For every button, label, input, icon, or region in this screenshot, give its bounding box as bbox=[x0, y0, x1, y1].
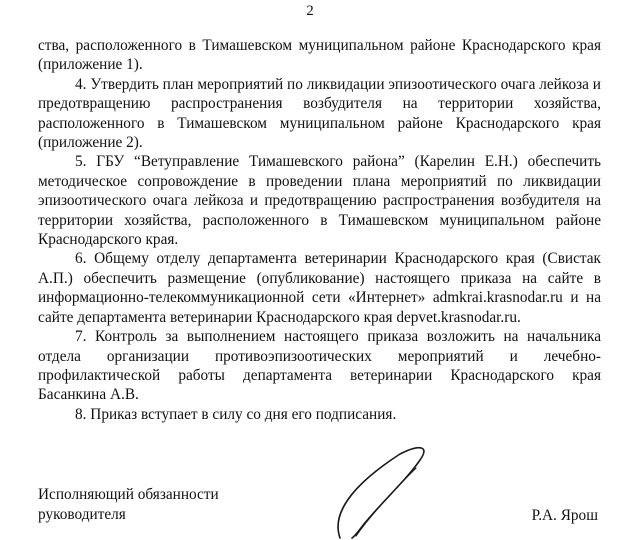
document-body bbox=[38, 36, 601, 424]
handwritten-signature bbox=[270, 440, 470, 540]
signer-title-line-2: руководителя bbox=[38, 506, 126, 523]
paragraph-item-6: 6. Общему отделу департамента ветеринарии Краснодарского края (Свистак А.П.) обеспечить размещение (опубликование) настоящего приказа на сайте в информационно-телекоммуникационной сети «Интернет» admkrai.krasnodar.ru и на сайте департамента ветеринарии Краснодарского края depvet.krasnodar.ru. bbox=[38, 250, 601, 326]
paragraph-item-5: 5. ГБУ “Ветуправление Тимашевского района” (Карелин Е.Н.) обеспечить методическое сопровождение в проведении плана мероприятий по ликвидации эпизоотического очага лейкоза и предотвращению распространения возбудителя на территории хозяйства, расположенного в Тимашевском муниципальном районе Краснодарского края. bbox=[38, 153, 601, 249]
paragraph-item-4: 4. Утвердить план мероприятий по ликвидации эпизоотического очага лейкоза и предотвращению распространения возбудителя на территории хозяйства, расположенного в Тимашевском муниципальном районе Краснодарского края (приложение 2). bbox=[38, 75, 601, 152]
page-number: 2 bbox=[306, 3, 314, 19]
paragraph-item-7: 7. Контроль за выполнением настоящего приказа возложить на начальника отдела организации противоэпизоотических мероприятий и лечебно-профилактической работы департамента ветеринарии Краснодарского края Басанкина А.В. bbox=[38, 328, 601, 404]
paragraph-continuation: ства, расположенного в Тимашевском муниципальном районе Краснодарского края (приложение 1). bbox=[38, 37, 601, 74]
paragraph-item-8: 8. Приказ вступает в силу со дня его подписания. bbox=[75, 405, 397, 423]
signer-title bbox=[38, 485, 219, 525]
signer-title-line-1: Исполняющий обязанности bbox=[38, 486, 219, 503]
signer-name: Р.А. Ярош bbox=[531, 507, 598, 524]
